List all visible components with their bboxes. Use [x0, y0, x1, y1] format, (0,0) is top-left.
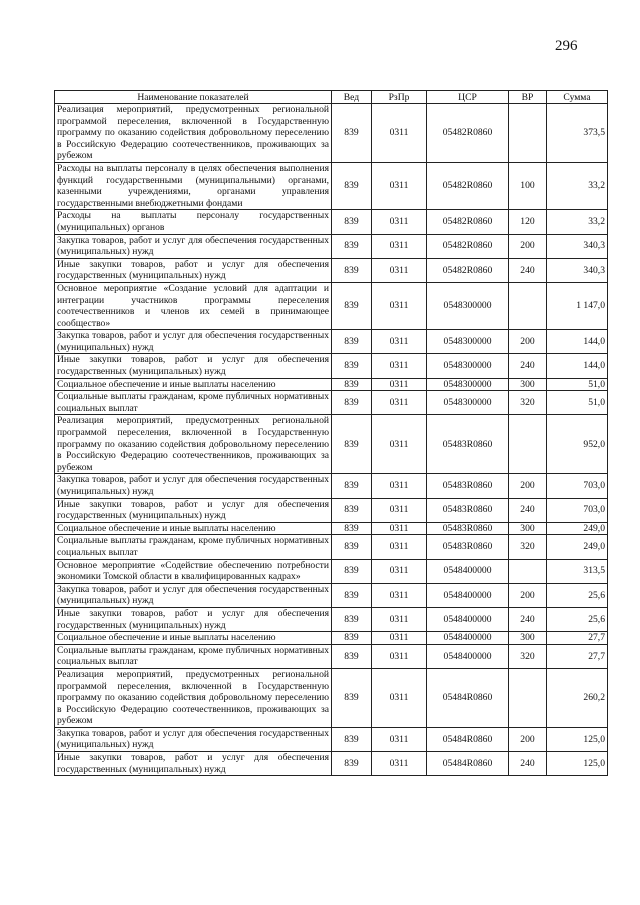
- cell-vr: 320: [509, 644, 547, 668]
- table-row: [55, 258, 608, 282]
- cell-sum: 51,0: [547, 378, 608, 391]
- cell-csr: 0548300000: [427, 282, 509, 329]
- cell-csr: 05482R0860: [427, 234, 509, 258]
- cell-name: Социальные выплаты гражданам, кроме публичных нормативных социальных выплат: [55, 644, 332, 668]
- cell-name: Закупка товаров, работ и услуг для обеспечения государственных (муниципальных) нужд: [55, 727, 332, 751]
- cell-vr: [509, 282, 547, 329]
- table-row: [55, 415, 608, 474]
- table-row: [55, 632, 608, 645]
- cell-rzpr: 0311: [372, 330, 427, 354]
- cell-name: Закупка товаров, работ и услуг для обеспечения государственных (муниципальных) нужд: [55, 583, 332, 607]
- cell-rzpr: 0311: [372, 354, 427, 378]
- cell-csr: 0548400000: [427, 559, 509, 583]
- cell-vr: 240: [509, 752, 547, 776]
- cell-ved: 839: [332, 282, 372, 329]
- cell-rzpr: 0311: [372, 752, 427, 776]
- cell-sum: 249,0: [547, 535, 608, 559]
- cell-sum: 260,2: [547, 668, 608, 727]
- cell-ved: 839: [332, 607, 372, 631]
- cell-name: Социальное обеспечение и иные выплаты населению: [55, 522, 332, 535]
- cell-ved: 839: [332, 583, 372, 607]
- cell-sum: 25,6: [547, 583, 608, 607]
- cell-vr: 240: [509, 258, 547, 282]
- cell-vr: [509, 415, 547, 474]
- table-row: [55, 104, 608, 163]
- cell-sum: 144,0: [547, 354, 608, 378]
- header-sum: Сумма: [547, 91, 608, 104]
- cell-vr: 320: [509, 535, 547, 559]
- table-header-row: [55, 91, 608, 104]
- cell-name: Реализация мероприятий, предусмотренных региональной программой переселения, включенной в Государственную программу по оказанию содействия добровольному переселению в Российскую Федерацию соотечественников, проживающих за рубежом: [55, 415, 332, 474]
- cell-csr: 05483R0860: [427, 522, 509, 535]
- cell-csr: 05483R0860: [427, 498, 509, 522]
- cell-name: Основное мероприятие «Создание условий для адаптации и интеграции участников программы переселения соотечественников и членов их семей в принимающее сообщество»: [55, 282, 332, 329]
- cell-vr: [509, 104, 547, 163]
- cell-sum: 373,5: [547, 104, 608, 163]
- cell-ved: 839: [332, 559, 372, 583]
- cell-rzpr: 0311: [372, 415, 427, 474]
- cell-csr: 05482R0860: [427, 162, 509, 209]
- cell-sum: 340,3: [547, 234, 608, 258]
- cell-sum: 27,7: [547, 644, 608, 668]
- cell-rzpr: 0311: [372, 535, 427, 559]
- cell-vr: 240: [509, 354, 547, 378]
- cell-name: Реализация мероприятий, предусмотренных региональной программой переселения, включенной в Государственную программу по оказанию содействия добровольному переселению в Российскую Федерацию соотечественников, проживающих за рубежом: [55, 104, 332, 163]
- cell-ved: 839: [332, 522, 372, 535]
- table-row: [55, 391, 608, 415]
- cell-rzpr: 0311: [372, 644, 427, 668]
- header-csr: ЦСР: [427, 91, 509, 104]
- cell-rzpr: 0311: [372, 104, 427, 163]
- cell-name: Иные закупки товаров, работ и услуг для обеспечения государственных (муниципальных) нужд: [55, 354, 332, 378]
- cell-sum: 33,2: [547, 162, 608, 209]
- header-name: Наименование показателей: [55, 91, 332, 104]
- cell-ved: 839: [332, 104, 372, 163]
- cell-sum: 952,0: [547, 415, 608, 474]
- budget-table: [54, 90, 608, 776]
- cell-ved: 839: [332, 354, 372, 378]
- cell-name: Иные закупки товаров, работ и услуг для обеспечения государственных (муниципальных) нужд: [55, 498, 332, 522]
- cell-sum: 33,2: [547, 210, 608, 234]
- cell-name: Социальное обеспечение и иные выплаты населению: [55, 632, 332, 645]
- table-row: [55, 234, 608, 258]
- cell-name: Закупка товаров, работ и услуг для обеспечения государственных (муниципальных) нужд: [55, 234, 332, 258]
- cell-sum: 125,0: [547, 752, 608, 776]
- cell-ved: 839: [332, 752, 372, 776]
- cell-name: Социальное обеспечение и иные выплаты населению: [55, 378, 332, 391]
- cell-csr: 05484R0860: [427, 668, 509, 727]
- header-vr: ВР: [509, 91, 547, 104]
- cell-csr: 05483R0860: [427, 535, 509, 559]
- cell-vr: 120: [509, 210, 547, 234]
- cell-name: Закупка товаров, работ и услуг для обеспечения государственных (муниципальных) нужд: [55, 474, 332, 498]
- cell-sum: 27,7: [547, 632, 608, 645]
- cell-ved: 839: [332, 415, 372, 474]
- cell-vr: 300: [509, 378, 547, 391]
- cell-ved: 839: [332, 498, 372, 522]
- cell-rzpr: 0311: [372, 210, 427, 234]
- page-number: 296: [555, 38, 578, 54]
- cell-ved: 839: [332, 210, 372, 234]
- table-row: [55, 607, 608, 631]
- cell-csr: 0548300000: [427, 378, 509, 391]
- cell-sum: 1 147,0: [547, 282, 608, 329]
- table-row: [55, 727, 608, 751]
- cell-csr: 0548300000: [427, 354, 509, 378]
- cell-name: Иные закупки товаров, работ и услуг для обеспечения государственных (муниципальных) нужд: [55, 258, 332, 282]
- cell-vr: 100: [509, 162, 547, 209]
- cell-name: Расходы на выплаты персоналу в целях обеспечения выполнения функций государственными (муниципальными) органами, казенными учреждениями, органами управления государственными внебюджетными фондами: [55, 162, 332, 209]
- cell-vr: 300: [509, 632, 547, 645]
- cell-vr: 200: [509, 234, 547, 258]
- cell-ved: 839: [332, 535, 372, 559]
- cell-sum: 144,0: [547, 330, 608, 354]
- cell-rzpr: 0311: [372, 522, 427, 535]
- cell-csr: 0548400000: [427, 644, 509, 668]
- cell-rzpr: 0311: [372, 607, 427, 631]
- cell-rzpr: 0311: [372, 668, 427, 727]
- cell-ved: 839: [332, 727, 372, 751]
- cell-ved: 839: [332, 391, 372, 415]
- cell-sum: 340,3: [547, 258, 608, 282]
- table-row: [55, 282, 608, 329]
- cell-ved: 839: [332, 632, 372, 645]
- cell-vr: 240: [509, 498, 547, 522]
- cell-sum: 51,0: [547, 391, 608, 415]
- cell-csr: 0548400000: [427, 583, 509, 607]
- cell-rzpr: 0311: [372, 559, 427, 583]
- table-row: [55, 559, 608, 583]
- cell-ved: 839: [332, 234, 372, 258]
- cell-ved: 839: [332, 258, 372, 282]
- cell-name: Иные закупки товаров, работ и услуг для обеспечения государственных (муниципальных) нужд: [55, 607, 332, 631]
- cell-csr: 05483R0860: [427, 474, 509, 498]
- cell-vr: 300: [509, 522, 547, 535]
- table-row: [55, 535, 608, 559]
- cell-sum: 125,0: [547, 727, 608, 751]
- cell-vr: 200: [509, 583, 547, 607]
- table-row: [55, 354, 608, 378]
- header-ved: Вед: [332, 91, 372, 104]
- cell-rzpr: 0311: [372, 258, 427, 282]
- cell-sum: 25,6: [547, 607, 608, 631]
- cell-csr: 05484R0860: [427, 752, 509, 776]
- table-row: [55, 498, 608, 522]
- cell-ved: 839: [332, 378, 372, 391]
- table-row: [55, 668, 608, 727]
- cell-rzpr: 0311: [372, 391, 427, 415]
- cell-sum: 703,0: [547, 498, 608, 522]
- cell-vr: 200: [509, 330, 547, 354]
- cell-rzpr: 0311: [372, 727, 427, 751]
- cell-vr: 200: [509, 474, 547, 498]
- cell-sum: 313,5: [547, 559, 608, 583]
- table-row: [55, 474, 608, 498]
- cell-rzpr: 0311: [372, 474, 427, 498]
- cell-csr: 0548300000: [427, 330, 509, 354]
- cell-rzpr: 0311: [372, 632, 427, 645]
- cell-name: Расходы на выплаты персоналу государственных (муниципальных) органов: [55, 210, 332, 234]
- cell-name: Реализация мероприятий, предусмотренных региональной программой переселения, включенной в Государственную программу по оказанию содействия добровольному переселению в Российскую Федерацию соотечественников, проживающих за рубежом: [55, 668, 332, 727]
- cell-vr: 200: [509, 727, 547, 751]
- cell-name: Социальные выплаты гражданам, кроме публичных нормативных социальных выплат: [55, 535, 332, 559]
- table-row: [55, 522, 608, 535]
- cell-ved: 839: [332, 668, 372, 727]
- cell-vr: 240: [509, 607, 547, 631]
- cell-csr: 05482R0860: [427, 104, 509, 163]
- table-row: [55, 162, 608, 209]
- table-row: [55, 583, 608, 607]
- cell-ved: 839: [332, 644, 372, 668]
- cell-csr: 0548400000: [427, 632, 509, 645]
- cell-name: Основное мероприятие «Содействие обеспечению потребности экономики Томской области в квалифицированных кадрах»: [55, 559, 332, 583]
- cell-csr: 05482R0860: [427, 258, 509, 282]
- table-body: [55, 104, 608, 776]
- cell-vr: 320: [509, 391, 547, 415]
- cell-ved: 839: [332, 474, 372, 498]
- cell-sum: 249,0: [547, 522, 608, 535]
- cell-rzpr: 0311: [372, 282, 427, 329]
- cell-csr: 05483R0860: [427, 415, 509, 474]
- table-row: [55, 330, 608, 354]
- cell-csr: 05482R0860: [427, 210, 509, 234]
- cell-sum: 703,0: [547, 474, 608, 498]
- cell-ved: 839: [332, 162, 372, 209]
- cell-csr: 0548300000: [427, 391, 509, 415]
- table-row: [55, 210, 608, 234]
- cell-csr: 05484R0860: [427, 727, 509, 751]
- cell-vr: [509, 559, 547, 583]
- cell-ved: 839: [332, 330, 372, 354]
- table-row: [55, 644, 608, 668]
- cell-rzpr: 0311: [372, 498, 427, 522]
- table-row: [55, 752, 608, 776]
- cell-vr: [509, 668, 547, 727]
- cell-name: Закупка товаров, работ и услуг для обеспечения государственных (муниципальных) нужд: [55, 330, 332, 354]
- cell-csr: 0548400000: [427, 607, 509, 631]
- cell-rzpr: 0311: [372, 234, 427, 258]
- cell-rzpr: 0311: [372, 583, 427, 607]
- cell-name: Социальные выплаты гражданам, кроме публичных нормативных социальных выплат: [55, 391, 332, 415]
- table-row: [55, 378, 608, 391]
- header-rzpr: РзПр: [372, 91, 427, 104]
- cell-rzpr: 0311: [372, 162, 427, 209]
- cell-name: Иные закупки товаров, работ и услуг для обеспечения государственных (муниципальных) нужд: [55, 752, 332, 776]
- cell-rzpr: 0311: [372, 378, 427, 391]
